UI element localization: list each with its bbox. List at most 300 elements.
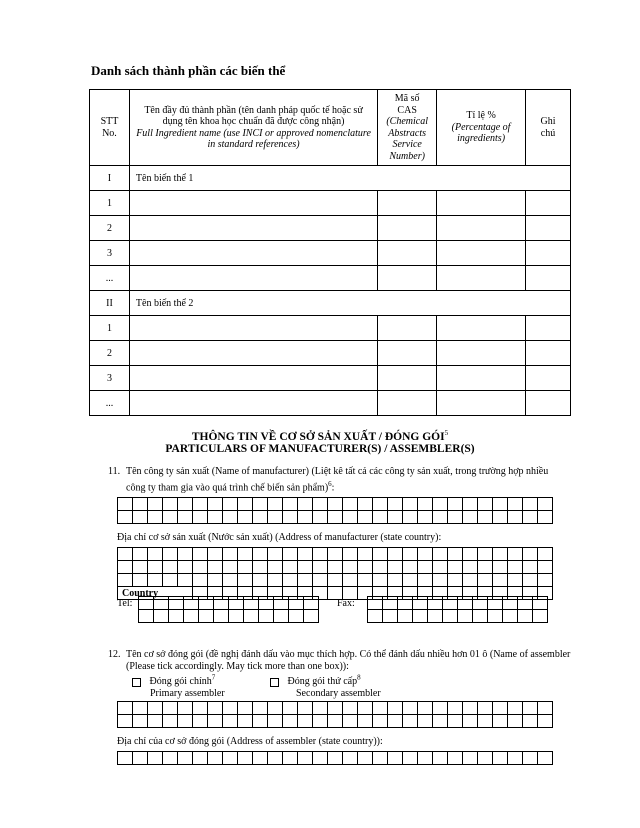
char-box[interactable]	[518, 597, 533, 610]
char-box[interactable]	[208, 715, 223, 728]
char-box[interactable]	[214, 597, 229, 610]
char-box[interactable]	[148, 548, 163, 561]
char-box[interactable]	[328, 561, 343, 574]
char-box[interactable]	[298, 511, 313, 524]
char-box[interactable]	[163, 574, 178, 587]
note-cell[interactable]	[526, 366, 571, 391]
char-box[interactable]	[478, 752, 493, 765]
note-cell[interactable]	[526, 391, 571, 416]
char-box[interactable]	[373, 498, 388, 511]
char-box[interactable]	[538, 702, 553, 715]
char-box[interactable]	[403, 715, 418, 728]
char-box[interactable]	[238, 498, 253, 511]
char-box[interactable]	[289, 610, 304, 623]
char-box[interactable]	[418, 715, 433, 728]
char-box[interactable]	[283, 561, 298, 574]
char-box[interactable]	[148, 752, 163, 765]
char-box[interactable]	[223, 548, 238, 561]
char-box[interactable]	[238, 702, 253, 715]
char-box[interactable]	[328, 574, 343, 587]
char-box[interactable]	[214, 610, 229, 623]
char-box[interactable]	[403, 511, 418, 524]
char-box[interactable]	[403, 702, 418, 715]
char-box[interactable]	[488, 610, 503, 623]
char-box[interactable]	[328, 498, 343, 511]
char-box[interactable]	[418, 702, 433, 715]
char-box[interactable]	[428, 610, 443, 623]
char-box[interactable]	[343, 561, 358, 574]
percentage-cell[interactable]	[437, 391, 526, 416]
char-box[interactable]	[193, 715, 208, 728]
char-box[interactable]	[328, 511, 343, 524]
note-cell[interactable]	[526, 266, 571, 291]
char-box[interactable]	[433, 561, 448, 574]
char-box[interactable]	[388, 561, 403, 574]
char-box[interactable]	[313, 498, 328, 511]
char-box[interactable]	[238, 752, 253, 765]
char-box[interactable]	[433, 511, 448, 524]
tel-grid[interactable]	[138, 596, 319, 623]
char-box[interactable]	[463, 548, 478, 561]
char-box[interactable]	[154, 597, 169, 610]
cas-cell[interactable]	[378, 391, 437, 416]
char-box[interactable]	[313, 548, 328, 561]
char-box[interactable]	[199, 610, 214, 623]
char-box[interactable]	[428, 597, 443, 610]
char-box[interactable]	[463, 715, 478, 728]
char-box[interactable]	[259, 610, 274, 623]
percentage-cell[interactable]	[437, 216, 526, 241]
ingredient-cell[interactable]	[129, 341, 377, 366]
char-box[interactable]	[433, 752, 448, 765]
char-box[interactable]	[193, 548, 208, 561]
char-box[interactable]	[493, 511, 508, 524]
percentage-cell[interactable]	[437, 341, 526, 366]
char-box[interactable]	[413, 597, 428, 610]
ingredient-cell[interactable]	[129, 241, 377, 266]
ingredient-cell[interactable]	[129, 216, 377, 241]
char-box[interactable]	[178, 715, 193, 728]
char-box[interactable]	[148, 498, 163, 511]
ingredient-cell[interactable]	[129, 391, 377, 416]
manufacturer-name-grid[interactable]	[117, 497, 553, 524]
char-box[interactable]	[193, 498, 208, 511]
char-box[interactable]	[313, 702, 328, 715]
percentage-cell[interactable]	[437, 191, 526, 216]
char-box[interactable]	[253, 548, 268, 561]
char-box[interactable]	[478, 498, 493, 511]
char-box[interactable]	[193, 752, 208, 765]
char-box[interactable]	[343, 498, 358, 511]
char-box[interactable]	[268, 548, 283, 561]
char-box[interactable]	[313, 511, 328, 524]
char-box[interactable]	[193, 511, 208, 524]
char-box[interactable]	[148, 715, 163, 728]
char-box[interactable]	[298, 702, 313, 715]
char-box[interactable]	[388, 715, 403, 728]
char-box[interactable]	[488, 597, 503, 610]
char-box[interactable]	[133, 752, 148, 765]
char-box[interactable]	[383, 597, 398, 610]
char-box[interactable]	[373, 715, 388, 728]
char-box[interactable]	[478, 561, 493, 574]
char-box[interactable]	[538, 715, 553, 728]
char-box[interactable]	[523, 561, 538, 574]
note-cell[interactable]	[526, 241, 571, 266]
char-box[interactable]	[368, 597, 383, 610]
char-box[interactable]	[133, 498, 148, 511]
char-box[interactable]	[268, 752, 283, 765]
note-cell[interactable]	[526, 316, 571, 341]
ingredient-cell[interactable]	[129, 366, 377, 391]
char-box[interactable]	[403, 561, 418, 574]
char-box[interactable]	[433, 498, 448, 511]
char-box[interactable]	[268, 511, 283, 524]
char-box[interactable]	[388, 574, 403, 587]
char-box[interactable]	[523, 498, 538, 511]
char-box[interactable]	[118, 548, 133, 561]
char-box[interactable]	[268, 561, 283, 574]
char-box[interactable]	[473, 610, 488, 623]
char-box[interactable]	[538, 752, 553, 765]
char-box[interactable]	[163, 561, 178, 574]
cas-cell[interactable]	[378, 216, 437, 241]
char-box[interactable]	[418, 561, 433, 574]
char-box[interactable]	[358, 498, 373, 511]
char-box[interactable]	[388, 511, 403, 524]
char-box[interactable]	[268, 715, 283, 728]
char-box[interactable]	[493, 548, 508, 561]
char-box[interactable]	[148, 574, 163, 587]
char-box[interactable]	[493, 702, 508, 715]
char-box[interactable]	[193, 702, 208, 715]
char-box[interactable]	[508, 548, 523, 561]
char-box[interactable]	[358, 574, 373, 587]
char-box[interactable]	[253, 498, 268, 511]
char-box[interactable]	[373, 511, 388, 524]
char-box[interactable]	[478, 574, 493, 587]
char-box[interactable]	[139, 597, 154, 610]
char-box[interactable]	[478, 548, 493, 561]
char-box[interactable]	[274, 610, 289, 623]
char-box[interactable]	[133, 702, 148, 715]
char-box[interactable]	[238, 511, 253, 524]
char-box[interactable]	[433, 715, 448, 728]
char-box[interactable]	[493, 715, 508, 728]
secondary-assembler-option[interactable]	[270, 672, 381, 700]
char-box[interactable]	[418, 574, 433, 587]
char-box[interactable]	[313, 574, 328, 587]
char-box[interactable]	[518, 610, 533, 623]
note-cell[interactable]	[526, 216, 571, 241]
char-box[interactable]	[443, 610, 458, 623]
char-box[interactable]	[283, 752, 298, 765]
ingredient-cell[interactable]	[129, 266, 377, 291]
char-box[interactable]	[448, 511, 463, 524]
cas-cell[interactable]	[378, 266, 437, 291]
char-box[interactable]	[418, 498, 433, 511]
char-box[interactable]	[178, 561, 193, 574]
char-box[interactable]	[523, 574, 538, 587]
char-box[interactable]	[403, 574, 418, 587]
char-box[interactable]	[388, 498, 403, 511]
char-box[interactable]	[223, 574, 238, 587]
char-box[interactable]	[443, 597, 458, 610]
char-box[interactable]	[283, 498, 298, 511]
char-box[interactable]	[383, 610, 398, 623]
char-box[interactable]	[313, 752, 328, 765]
char-box[interactable]	[343, 715, 358, 728]
char-box[interactable]	[343, 752, 358, 765]
char-box[interactable]	[193, 574, 208, 587]
char-box[interactable]	[328, 548, 343, 561]
char-box[interactable]	[538, 511, 553, 524]
char-box[interactable]	[169, 597, 184, 610]
char-box[interactable]	[139, 610, 154, 623]
char-box[interactable]	[298, 574, 313, 587]
char-box[interactable]	[193, 561, 208, 574]
char-box[interactable]	[133, 574, 148, 587]
char-box[interactable]	[133, 715, 148, 728]
char-box[interactable]	[403, 548, 418, 561]
char-box[interactable]	[253, 511, 268, 524]
char-box[interactable]	[283, 548, 298, 561]
char-box[interactable]	[358, 548, 373, 561]
char-box[interactable]	[478, 702, 493, 715]
char-box[interactable]	[493, 498, 508, 511]
char-box[interactable]	[244, 597, 259, 610]
char-box[interactable]	[223, 715, 238, 728]
char-box[interactable]	[208, 574, 223, 587]
char-box[interactable]	[448, 715, 463, 728]
char-box[interactable]	[413, 610, 428, 623]
char-box[interactable]	[508, 702, 523, 715]
char-box[interactable]	[163, 715, 178, 728]
char-box[interactable]	[304, 610, 319, 623]
char-box[interactable]	[508, 715, 523, 728]
char-box[interactable]	[298, 561, 313, 574]
char-box[interactable]	[283, 715, 298, 728]
char-box[interactable]	[133, 561, 148, 574]
manufacturer-address-grid[interactable]	[117, 547, 553, 600]
char-box[interactable]	[298, 548, 313, 561]
char-box[interactable]	[178, 752, 193, 765]
char-box[interactable]	[283, 574, 298, 587]
char-box[interactable]	[373, 702, 388, 715]
char-box[interactable]	[283, 511, 298, 524]
char-box[interactable]	[223, 702, 238, 715]
char-box[interactable]	[268, 498, 283, 511]
char-box[interactable]	[403, 752, 418, 765]
char-box[interactable]	[503, 597, 518, 610]
char-box[interactable]	[508, 498, 523, 511]
char-box[interactable]	[268, 574, 283, 587]
char-box[interactable]	[508, 752, 523, 765]
percentage-cell[interactable]	[437, 366, 526, 391]
char-box[interactable]	[458, 597, 473, 610]
char-box[interactable]	[523, 752, 538, 765]
char-box[interactable]	[448, 548, 463, 561]
char-box[interactable]	[418, 752, 433, 765]
char-box[interactable]	[343, 702, 358, 715]
char-box[interactable]	[208, 498, 223, 511]
assembler-name-grid[interactable]	[117, 701, 553, 728]
char-box[interactable]	[163, 752, 178, 765]
primary-checkbox[interactable]	[132, 678, 141, 687]
char-box[interactable]	[253, 752, 268, 765]
char-box[interactable]	[178, 574, 193, 587]
cas-cell[interactable]	[378, 366, 437, 391]
char-box[interactable]	[493, 752, 508, 765]
note-cell[interactable]	[526, 341, 571, 366]
char-box[interactable]	[208, 548, 223, 561]
percentage-cell[interactable]	[437, 241, 526, 266]
cas-cell[interactable]	[378, 316, 437, 341]
char-box[interactable]	[274, 597, 289, 610]
char-box[interactable]	[418, 511, 433, 524]
char-box[interactable]	[169, 610, 184, 623]
char-box[interactable]	[268, 702, 283, 715]
char-box[interactable]	[388, 548, 403, 561]
char-box[interactable]	[538, 574, 553, 587]
char-box[interactable]	[223, 561, 238, 574]
char-box[interactable]	[503, 610, 518, 623]
percentage-cell[interactable]	[437, 266, 526, 291]
char-box[interactable]	[238, 548, 253, 561]
char-box[interactable]	[163, 511, 178, 524]
char-box[interactable]	[184, 610, 199, 623]
char-box[interactable]	[253, 561, 268, 574]
char-box[interactable]	[229, 597, 244, 610]
char-box[interactable]	[253, 574, 268, 587]
char-box[interactable]	[328, 752, 343, 765]
char-box[interactable]	[133, 548, 148, 561]
char-box[interactable]	[493, 561, 508, 574]
char-box[interactable]	[398, 597, 413, 610]
char-box[interactable]	[148, 702, 163, 715]
char-box[interactable]	[403, 498, 418, 511]
percentage-cell[interactable]	[437, 316, 526, 341]
char-box[interactable]	[259, 597, 274, 610]
char-box[interactable]	[463, 752, 478, 765]
char-box[interactable]	[508, 574, 523, 587]
char-box[interactable]	[418, 548, 433, 561]
char-box[interactable]	[253, 715, 268, 728]
char-box[interactable]	[313, 715, 328, 728]
char-box[interactable]	[358, 511, 373, 524]
char-box[interactable]	[118, 511, 133, 524]
char-box[interactable]	[358, 715, 373, 728]
char-box[interactable]	[463, 498, 478, 511]
char-box[interactable]	[178, 702, 193, 715]
char-box[interactable]	[433, 702, 448, 715]
char-box[interactable]	[448, 752, 463, 765]
char-box[interactable]	[458, 610, 473, 623]
char-box[interactable]	[184, 597, 199, 610]
char-box[interactable]	[238, 561, 253, 574]
char-box[interactable]	[533, 610, 548, 623]
char-box[interactable]	[223, 498, 238, 511]
char-box[interactable]	[463, 702, 478, 715]
char-box[interactable]	[368, 610, 383, 623]
char-box[interactable]	[223, 752, 238, 765]
char-box[interactable]	[478, 715, 493, 728]
char-box[interactable]	[493, 574, 508, 587]
char-box[interactable]	[533, 597, 548, 610]
ingredient-cell[interactable]	[129, 316, 377, 341]
char-box[interactable]	[433, 548, 448, 561]
char-box[interactable]	[448, 498, 463, 511]
secondary-checkbox[interactable]	[270, 678, 279, 687]
char-box[interactable]	[118, 715, 133, 728]
char-box[interactable]	[178, 548, 193, 561]
char-box[interactable]	[343, 548, 358, 561]
char-box[interactable]	[358, 752, 373, 765]
char-box[interactable]	[118, 752, 133, 765]
char-box[interactable]	[433, 574, 448, 587]
char-box[interactable]	[508, 561, 523, 574]
char-box[interactable]	[118, 498, 133, 511]
char-box[interactable]	[388, 752, 403, 765]
char-box[interactable]	[289, 597, 304, 610]
char-box[interactable]	[523, 511, 538, 524]
char-box[interactable]	[388, 702, 403, 715]
char-box[interactable]	[448, 574, 463, 587]
cas-cell[interactable]	[378, 241, 437, 266]
char-box[interactable]	[118, 702, 133, 715]
char-box[interactable]	[508, 511, 523, 524]
char-box[interactable]	[463, 574, 478, 587]
char-box[interactable]	[133, 511, 148, 524]
char-box[interactable]	[373, 548, 388, 561]
char-box[interactable]	[178, 498, 193, 511]
char-box[interactable]	[538, 561, 553, 574]
char-box[interactable]	[238, 574, 253, 587]
char-box[interactable]	[208, 752, 223, 765]
char-box[interactable]	[523, 702, 538, 715]
char-box[interactable]	[463, 561, 478, 574]
char-box[interactable]	[373, 752, 388, 765]
primary-assembler-option[interactable]	[132, 672, 225, 700]
char-box[interactable]	[398, 610, 413, 623]
char-box[interactable]	[148, 511, 163, 524]
char-box[interactable]	[373, 574, 388, 587]
char-box[interactable]	[538, 548, 553, 561]
char-box[interactable]	[478, 511, 493, 524]
char-box[interactable]	[328, 715, 343, 728]
char-box[interactable]	[229, 610, 244, 623]
char-box[interactable]	[463, 511, 478, 524]
char-box[interactable]	[298, 752, 313, 765]
char-box[interactable]	[358, 702, 373, 715]
char-box[interactable]	[154, 610, 169, 623]
char-box[interactable]	[283, 702, 298, 715]
cas-cell[interactable]	[378, 191, 437, 216]
char-box[interactable]	[199, 597, 214, 610]
char-box[interactable]	[238, 715, 253, 728]
char-box[interactable]	[208, 561, 223, 574]
char-box[interactable]	[328, 702, 343, 715]
char-box[interactable]	[118, 561, 133, 574]
char-box[interactable]	[298, 715, 313, 728]
cas-cell[interactable]	[378, 341, 437, 366]
char-box[interactable]	[313, 561, 328, 574]
char-box[interactable]	[343, 511, 358, 524]
char-box[interactable]	[163, 498, 178, 511]
assembler-address-grid[interactable]	[117, 751, 553, 765]
char-box[interactable]	[373, 561, 388, 574]
char-box[interactable]	[448, 702, 463, 715]
